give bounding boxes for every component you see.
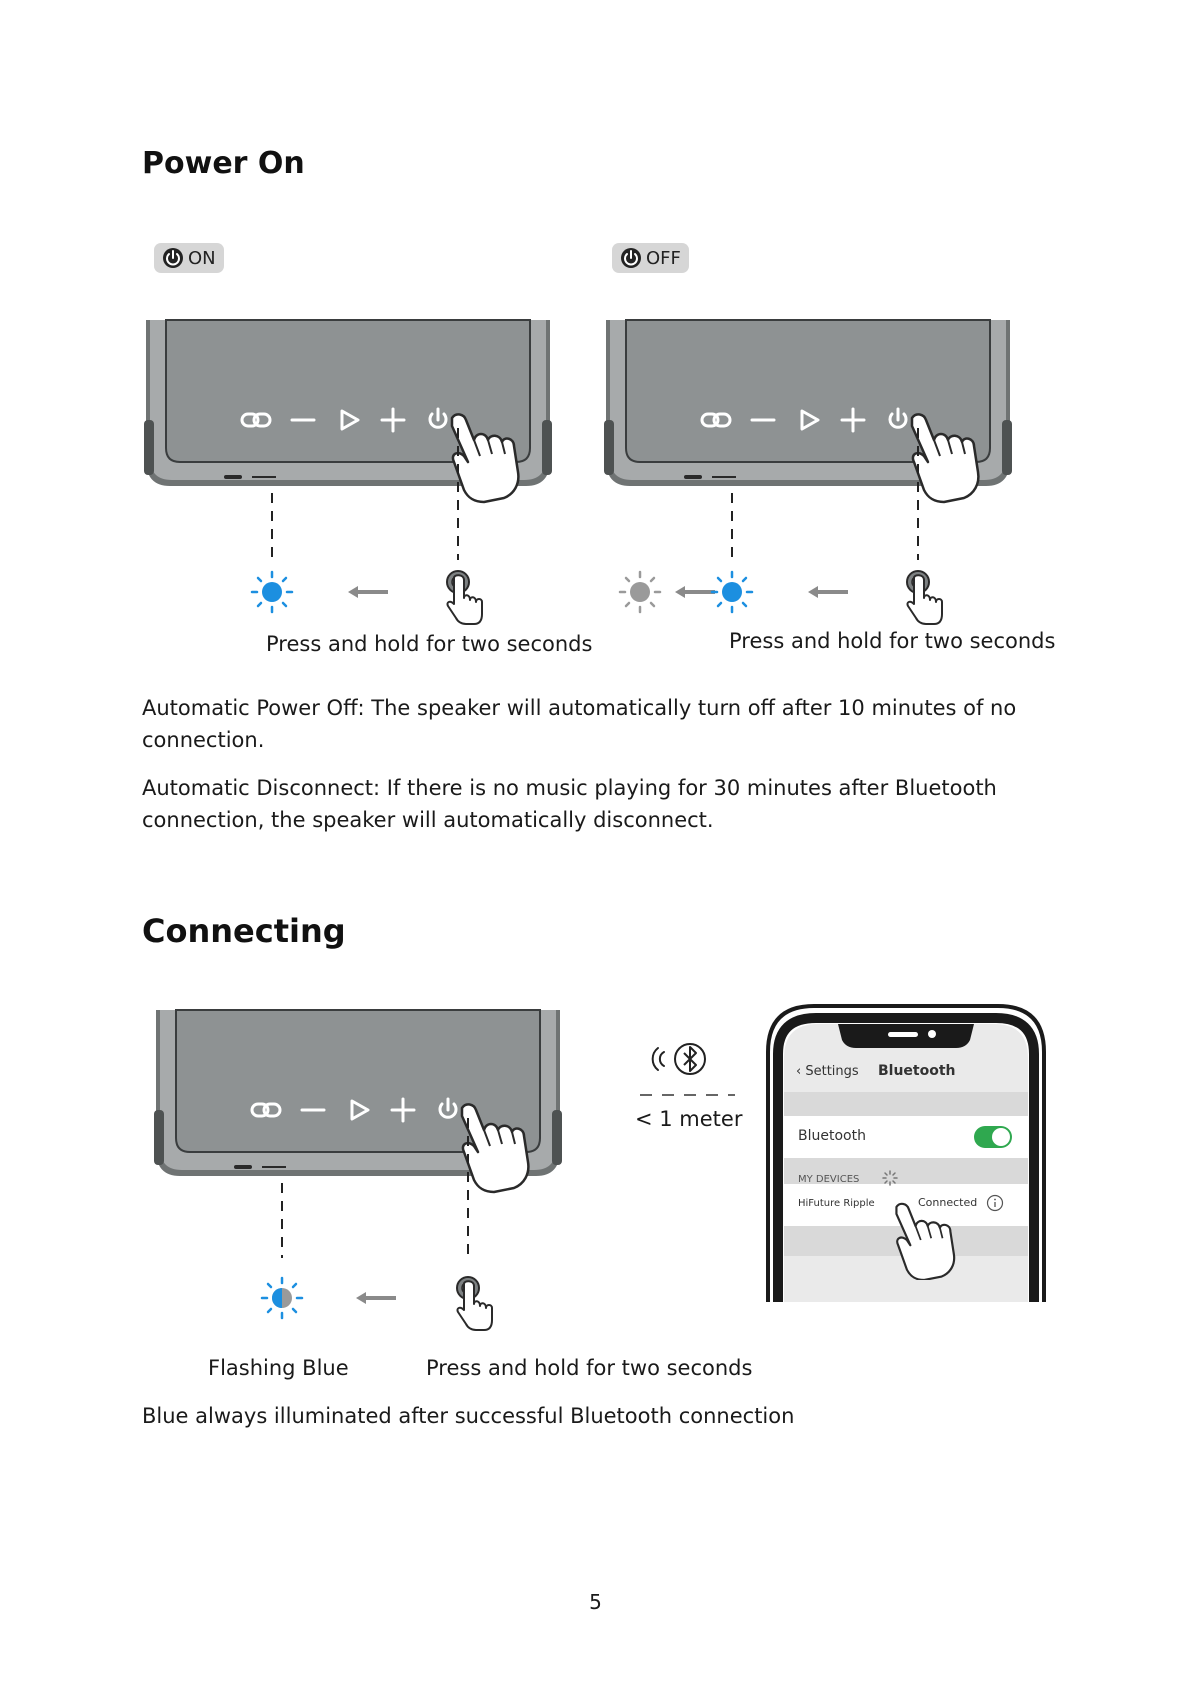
power-off-illustration: [600, 318, 1050, 628]
page-number: 5: [589, 1590, 602, 1614]
caption-power-on: Press and hold for two seconds: [266, 632, 593, 656]
back-label: Settings: [805, 1064, 859, 1079]
connecting-title: Connecting: [142, 912, 346, 950]
flashing-led-icon: [262, 1278, 302, 1318]
caption-flashing-blue: Flashing Blue: [208, 1356, 349, 1380]
connection-note: Blue always illuminated after successful Bluetooth connection: [142, 1404, 795, 1428]
connecting-illustration: [150, 1008, 600, 1338]
distance-label: < 1 meter: [635, 1107, 743, 1131]
bluetooth-signal-graphic: [640, 1040, 740, 1100]
finger-press-icon: [447, 571, 482, 624]
caption-power-off: Press and hold for two seconds: [729, 629, 1056, 653]
power-icon: [620, 247, 642, 269]
off-badge-label: OFF: [646, 247, 681, 269]
my-devices-section-label: MY DEVICES: [798, 1174, 860, 1185]
power-icon: [162, 247, 184, 269]
blue-led-icon: [252, 572, 292, 612]
on-badge: [154, 243, 224, 273]
bluetooth-setting-label: Bluetooth: [798, 1128, 866, 1144]
phone-illustration: [766, 1002, 1046, 1302]
blue-led-icon: [712, 572, 752, 612]
power-on-title: Power On: [142, 146, 305, 181]
tapping-hand-icon: [886, 1200, 966, 1280]
on-badge-label: ON: [188, 247, 216, 269]
power-on-illustration: [140, 318, 590, 628]
bluetooth-toggle[interactable]: [974, 1126, 1012, 1148]
arrow-left-icon: [675, 586, 715, 598]
caption-press-hold: Press and hold for two seconds: [426, 1356, 753, 1380]
chevron-left-icon: ‹: [796, 1064, 802, 1079]
info-icon[interactable]: [986, 1194, 1004, 1212]
finger-press-icon: [457, 1277, 492, 1330]
phone-back-button[interactable]: [796, 1064, 859, 1079]
arrow-left-icon: [356, 1292, 396, 1304]
off-badge: [612, 243, 689, 273]
arrow-left-icon: [808, 586, 848, 598]
signal-waves-icon: [653, 1048, 664, 1070]
arrow-left-icon: [348, 586, 388, 598]
auto-disconnect-text: Automatic Disconnect: If there is no music playing for 30 minutes after Bluetooth connection, the speaker will automatically disconnect.: [142, 776, 997, 832]
bluetooth-icon: [675, 1044, 705, 1074]
gray-led-icon: [620, 572, 660, 612]
phone-screen-title: Bluetooth: [878, 1063, 956, 1079]
finger-press-icon: [907, 571, 942, 624]
auto-power-off-text: Automatic Power Off: The speaker will automatically turn off after 10 minutes of no connection.: [142, 696, 1017, 752]
device-name: HiFuture Ripple: [798, 1198, 875, 1209]
device-status: Connected: [918, 1196, 978, 1209]
